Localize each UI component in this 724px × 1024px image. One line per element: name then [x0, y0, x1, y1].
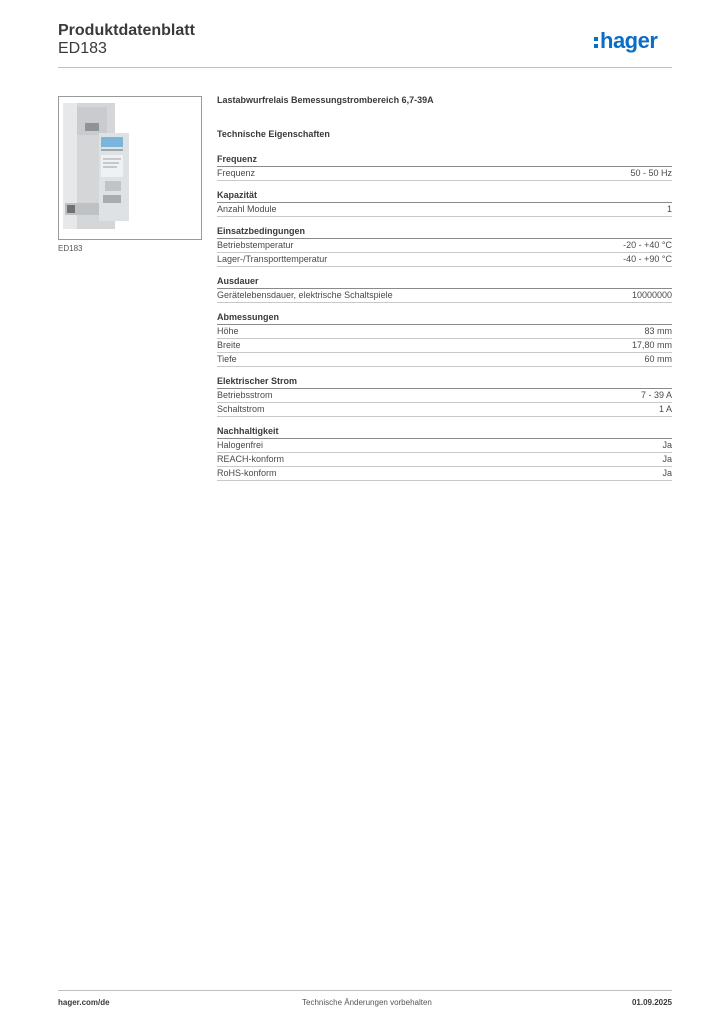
spec-row	[217, 453, 672, 467]
section-title: Technische Eigenschaften	[217, 129, 330, 139]
spec-value: 83 mm	[644, 326, 672, 336]
spec-group	[217, 189, 672, 217]
spec-group	[217, 375, 672, 417]
spec-value: -20 - +40 °C	[623, 240, 672, 250]
spec-row	[217, 239, 672, 253]
spec-label: Breite	[217, 340, 241, 350]
header-divider	[58, 67, 672, 68]
spec-label: Lager-/Transporttemperatur	[217, 254, 328, 264]
spec-group	[217, 153, 672, 181]
spec-label: Gerätelebensdauer, elektrische Schaltspiele	[217, 290, 393, 300]
product-description: Lastabwurfrelais Bemessungstrombereich 6,7-39A	[217, 95, 434, 105]
spec-value: 60 mm	[644, 354, 672, 364]
spec-row	[217, 325, 672, 339]
spec-label: Betriebsstrom	[217, 390, 273, 400]
spec-group	[217, 225, 672, 267]
spec-value: 10000000	[631, 290, 672, 300]
spec-group	[217, 425, 672, 481]
spec-label: Höhe	[217, 326, 239, 336]
spec-label: Anzahl Module	[217, 204, 277, 214]
spec-label: Betriebstemperatur	[217, 240, 294, 250]
spec-label: Frequenz	[217, 168, 256, 178]
spec-value: 7 - 39 A	[640, 390, 672, 400]
spec-groups	[217, 153, 672, 481]
spec-label: Halogenfrei	[217, 440, 264, 450]
spec-row	[217, 403, 672, 417]
spec-group-title: Frequenz	[217, 153, 672, 167]
spec-row	[217, 253, 672, 267]
spec-value: Ja	[662, 454, 672, 464]
spec-label: Tiefe	[217, 354, 237, 364]
spec-group	[217, 275, 672, 303]
logo-text: hager	[600, 28, 658, 53]
page-title: Produktdatenblatt	[58, 22, 195, 39]
spec-group-title: Einsatzbedingungen	[217, 225, 672, 239]
spec-label: Schaltstrom	[217, 404, 265, 414]
spec-row	[217, 289, 672, 303]
spec-label: RoHS-konform	[217, 468, 277, 478]
spec-group-title: Kapazität	[217, 189, 672, 203]
spec-label: REACH-konform	[217, 454, 285, 464]
relay-device-image	[59, 97, 201, 239]
spec-value: -40 - +90 °C	[623, 254, 672, 264]
logo-dots-icon	[594, 37, 598, 48]
product-code: ED183	[58, 40, 107, 57]
spec-row	[217, 339, 672, 353]
product-content	[217, 95, 672, 489]
footer-website-link[interactable]: hager.com/de	[58, 998, 110, 1007]
spec-row	[217, 167, 672, 181]
spec-value: Ja	[662, 440, 672, 450]
footer-divider	[58, 990, 672, 991]
product-image-caption: ED183	[58, 244, 83, 253]
spec-value: 17,80 mm	[631, 340, 672, 350]
footer-note: Technische Änderungen vorbehalten	[302, 998, 432, 1007]
spec-value: 50 - 50 Hz	[630, 168, 672, 178]
spec-value: 1 A	[658, 404, 672, 414]
spec-value: Ja	[662, 468, 672, 478]
product-image-frame	[58, 96, 202, 240]
footer-date: 01.09.2025	[631, 998, 672, 1007]
spec-group-title: Ausdauer	[217, 275, 672, 289]
spec-value: 1	[666, 204, 672, 214]
spec-row	[217, 467, 672, 481]
spec-group-title: Abmessungen	[217, 311, 672, 325]
spec-group-title: Elektrischer Strom	[217, 375, 672, 389]
spec-group-title: Nachhaltigkeit	[217, 425, 672, 439]
spec-row	[217, 203, 672, 217]
spec-row	[217, 353, 672, 367]
spec-row	[217, 389, 672, 403]
hager-logo[interactable]	[594, 28, 657, 54]
spec-group	[217, 311, 672, 367]
spec-row	[217, 439, 672, 453]
